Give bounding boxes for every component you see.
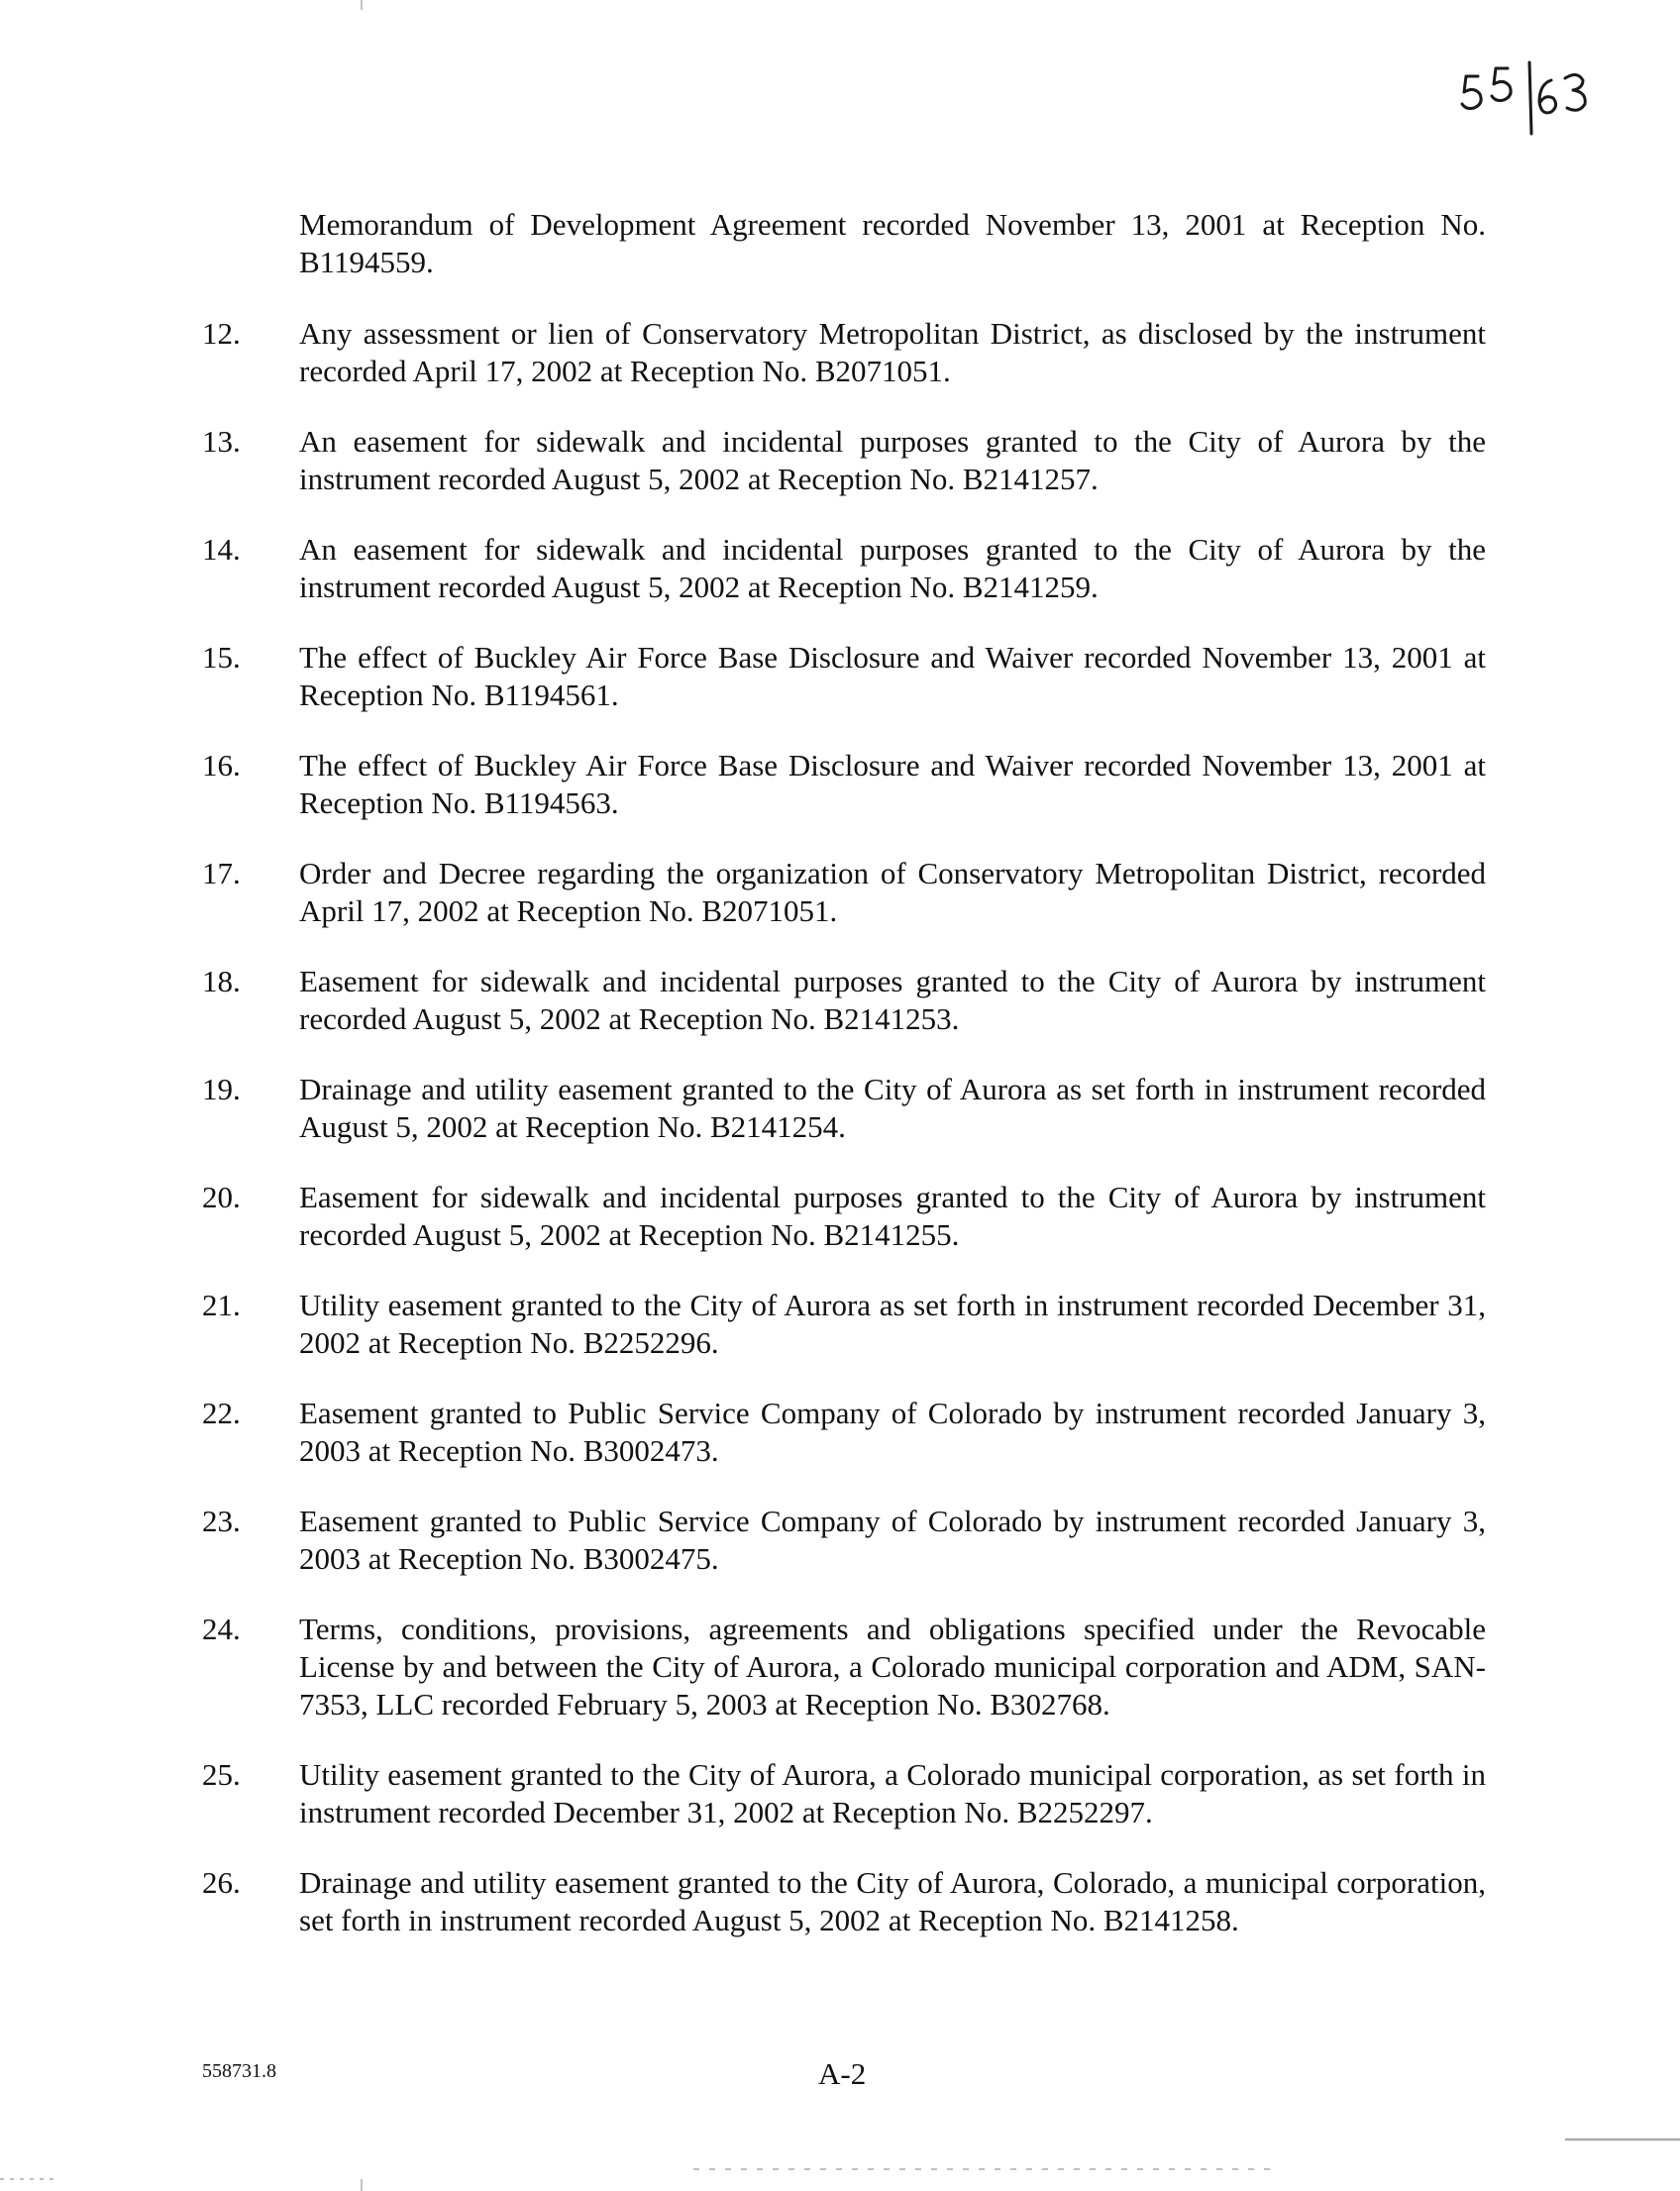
list-item-text: Drainage and utility easement granted to the City of Aurora as set forth in instrument recorded August 5, 2002 at Reception No. B2141254. bbox=[299, 1072, 1486, 1144]
list-item bbox=[202, 1071, 1486, 1146]
list-item-number: 16. bbox=[202, 748, 241, 782]
list-item-text: The effect of Buckley Air Force Base Disclosure and Waiver recorded November 13, 2001 at Reception No. B1194561. bbox=[299, 640, 1486, 712]
list-item bbox=[202, 531, 1486, 606]
list-item-text: Drainage and utility easement granted to the City of Aurora, Colorado, a municipal corporation, set forth in instrument recorded August 5, 2002 at Reception No. B2141258. bbox=[299, 1865, 1486, 1937]
handwritten-page-marker-drawing bbox=[1456, 54, 1615, 144]
list-item-text: The effect of Buckley Air Force Base Disclosure and Waiver recorded November 13, 2001 at Reception No. B1194563. bbox=[299, 748, 1486, 820]
document-number: 558731.8 bbox=[202, 2060, 276, 2082]
list-item-number: 23. bbox=[202, 1504, 241, 1538]
list-item-number: 15. bbox=[202, 640, 241, 675]
list-item bbox=[202, 639, 1486, 714]
list-item-number: 18. bbox=[202, 964, 241, 998]
list-item-text: Order and Decree regarding the organization of Conservatory Metropolitan District, recorded April 17, 2002 at Reception No. B2071051. bbox=[299, 856, 1486, 928]
list-item-number: 24. bbox=[202, 1612, 241, 1646]
list-item-number: 17. bbox=[202, 856, 241, 890]
list-item-number: 26. bbox=[202, 1865, 241, 1900]
continued-paragraph: Memorandum of Development Agreement recorded November 13, 2001 at Reception No. B1194559. bbox=[299, 207, 1486, 279]
list-item-text: Utility easement granted to the City of Aurora, a Colorado municipal corporation, as set forth in instrument recorded December 31, 2002 at Reception No. B2252297. bbox=[299, 1757, 1486, 1829]
list-item bbox=[202, 1395, 1486, 1470]
list-item bbox=[202, 1611, 1486, 1723]
list-item bbox=[202, 1287, 1486, 1362]
list-item-number: 13. bbox=[202, 424, 241, 459]
list-item bbox=[202, 1503, 1486, 1578]
list-item-text: Utility easement granted to the City of Aurora as set forth in instrument recorded December 31, 2002 at Reception No. B2252296. bbox=[299, 1288, 1486, 1360]
list-item-text: Terms, conditions, provisions, agreements and obligations specified under the Revocable License by and between the City of Aurora, a Colorado municipal corporation and ADM, SAN-7353, LLC recorded February 5, 2003 at Reception No. B302768. bbox=[299, 1612, 1486, 1722]
page-number: A-2 bbox=[818, 2056, 867, 2091]
list-item-number: 12. bbox=[202, 316, 241, 351]
list-item-text: Easement for sidewalk and incidental purposes granted to the City of Aurora by instrument recorded August 5, 2002 at Reception No. B2141253. bbox=[299, 964, 1486, 1036]
list-item-number: 21. bbox=[202, 1288, 241, 1322]
list-item bbox=[202, 747, 1486, 822]
list-item bbox=[202, 423, 1486, 498]
list-item-number: 22. bbox=[202, 1396, 241, 1430]
exceptions-list bbox=[202, 315, 1486, 1939]
list-item bbox=[202, 1756, 1486, 1831]
list-item bbox=[202, 1864, 1486, 1939]
list-item-number: 25. bbox=[202, 1757, 241, 1792]
handwritten-page-marker bbox=[1456, 54, 1615, 144]
list-item-text: Easement for sidewalk and incidental purposes granted to the City of Aurora by instrument recorded August 5, 2002 at Reception No. B2141255. bbox=[299, 1180, 1486, 1252]
list-item-text: Any assessment or lien of Conservatory Metropolitan District, as disclosed by the instrument recorded April 17, 2002 at Reception No. B2071051. bbox=[299, 316, 1486, 388]
list-item-number: 19. bbox=[202, 1072, 241, 1106]
list-item bbox=[202, 315, 1486, 390]
list-item bbox=[202, 855, 1486, 930]
list-item-text: Easement granted to Public Service Company of Colorado by instrument recorded January 3, 2003 at Reception No. B3002473. bbox=[299, 1396, 1486, 1468]
list-item-text: An easement for sidewalk and incidental purposes granted to the City of Aurora by the instrument recorded August 5, 2002 at Reception No. B2141257. bbox=[299, 424, 1486, 496]
document-body bbox=[202, 206, 1486, 1972]
list-item bbox=[202, 963, 1486, 1038]
list-item-text: An easement for sidewalk and incidental purposes granted to the City of Aurora by the instrument recorded August 5, 2002 at Reception No. B2141259. bbox=[299, 532, 1486, 604]
list-item-number: 14. bbox=[202, 532, 241, 567]
list-item-number: 20. bbox=[202, 1180, 241, 1214]
list-item-text: Easement granted to Public Service Company of Colorado by instrument recorded January 3, 2003 at Reception No. B3002475. bbox=[299, 1504, 1486, 1576]
list-item bbox=[202, 1179, 1486, 1254]
